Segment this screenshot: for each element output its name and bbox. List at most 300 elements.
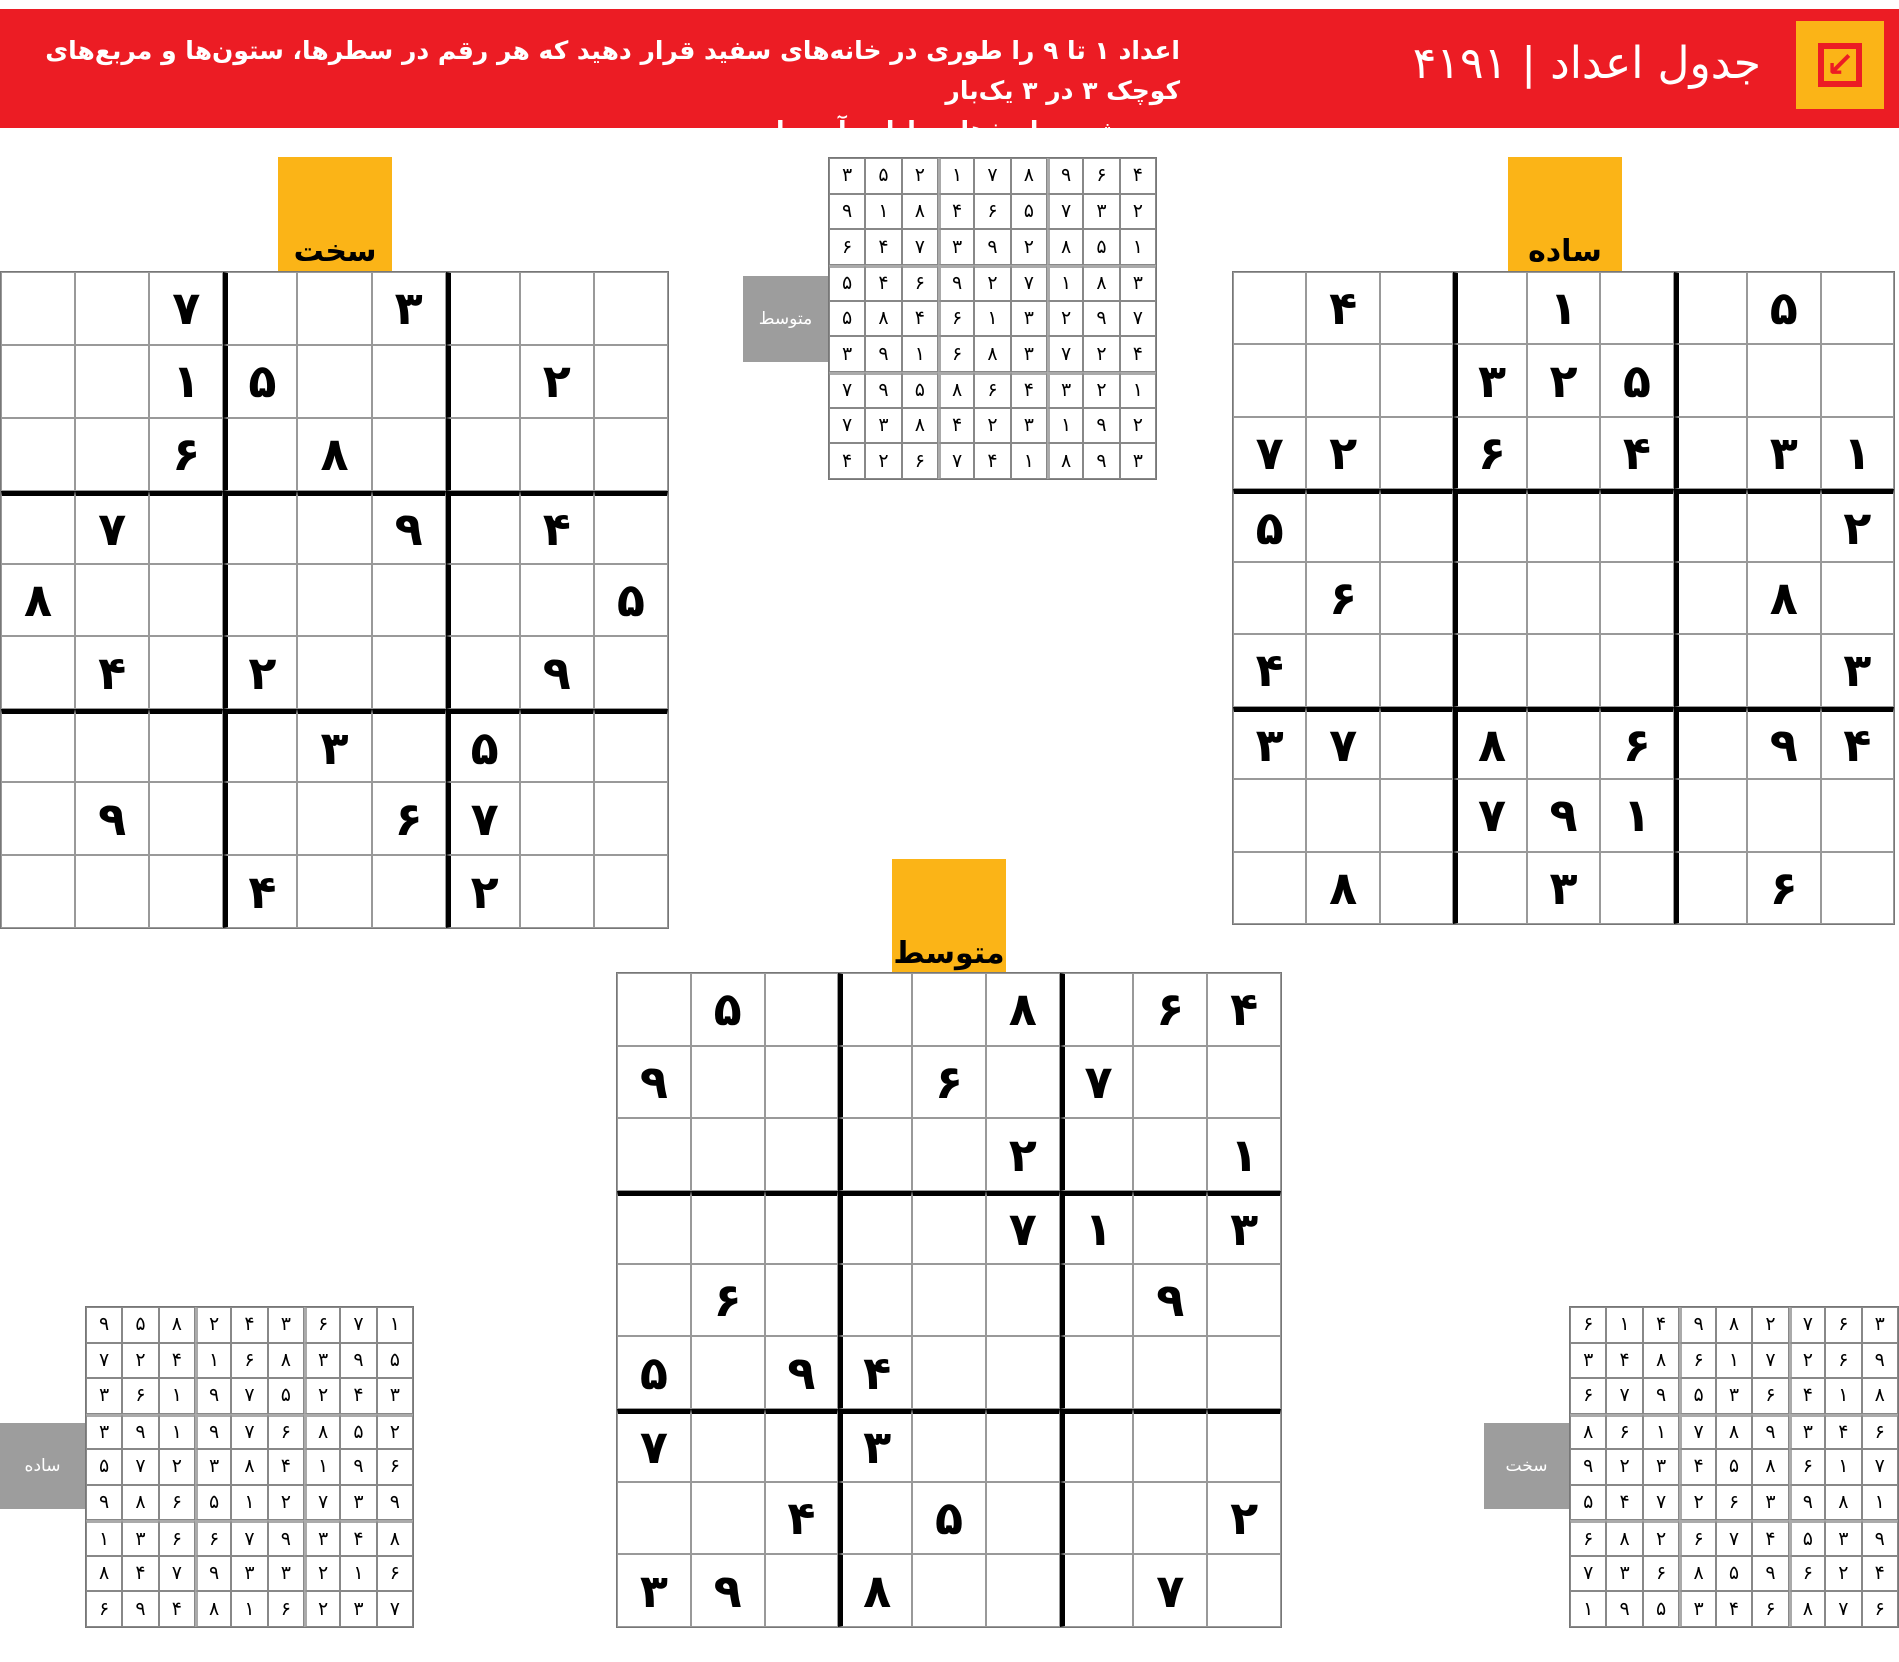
empty-cell[interactable] [1380, 707, 1453, 779]
empty-cell[interactable] [1380, 417, 1453, 489]
empty-cell[interactable] [1747, 489, 1820, 561]
empty-cell[interactable] [594, 345, 668, 418]
solution-cell: ۵ [1716, 1556, 1752, 1592]
solution-cell: ۶ [938, 336, 974, 372]
solution-cell: ۲ [1047, 301, 1083, 337]
solution-cell: ۴ [1011, 372, 1047, 408]
solution-cell: ۵ [86, 1449, 122, 1485]
empty-cell[interactable] [1306, 634, 1379, 706]
solution-cell: ۱ [1606, 1307, 1642, 1343]
solution-cell: ۹ [1789, 1485, 1825, 1521]
empty-cell[interactable] [1821, 344, 1894, 416]
empty-cell[interactable] [149, 491, 223, 564]
given-cell: ۴ [1306, 272, 1379, 344]
instructions [20, 31, 1180, 151]
empty-cell[interactable] [1527, 562, 1600, 634]
empty-cell[interactable] [520, 782, 594, 855]
empty-cell[interactable] [1380, 272, 1453, 344]
empty-cell[interactable] [691, 1191, 765, 1264]
solution-cell: ۵ [195, 1485, 231, 1521]
solution-cell: ۱ [86, 1520, 122, 1556]
empty-cell[interactable] [1207, 1046, 1281, 1119]
solution-cell: ۶ [974, 194, 1010, 230]
empty-cell[interactable] [1453, 489, 1526, 561]
empty-cell[interactable] [1133, 1482, 1207, 1555]
solution-cell: ۸ [1643, 1343, 1679, 1379]
empty-cell[interactable] [1233, 344, 1306, 416]
empty-cell[interactable] [520, 855, 594, 928]
empty-cell[interactable] [1, 709, 75, 782]
empty-cell[interactable] [372, 564, 446, 637]
empty-cell[interactable] [1233, 779, 1306, 851]
empty-cell[interactable] [1674, 707, 1747, 779]
empty-cell[interactable] [446, 418, 520, 491]
given-cell: ۴ [520, 491, 594, 564]
empty-cell[interactable] [1674, 489, 1747, 561]
empty-cell[interactable] [446, 564, 520, 637]
empty-cell[interactable] [297, 855, 371, 928]
solution-cell: ۸ [902, 194, 938, 230]
solution-easy-tag: ساده [0, 1423, 85, 1509]
solution-cell: ۳ [1011, 301, 1047, 337]
solution-cell: ۹ [377, 1485, 413, 1521]
empty-cell[interactable] [75, 345, 149, 418]
solution-cell: ۴ [865, 229, 901, 265]
empty-cell[interactable] [838, 1264, 912, 1337]
solution-cell: ۱ [1047, 265, 1083, 301]
given-cell: ۷ [1133, 1554, 1207, 1627]
solution-cell: ۶ [1716, 1485, 1752, 1521]
empty-cell[interactable] [617, 1264, 691, 1337]
empty-cell[interactable] [1233, 272, 1306, 344]
solution-cell: ۷ [1047, 336, 1083, 372]
solution-cell: ۷ [1716, 1520, 1752, 1556]
solution-cell: ۹ [195, 1556, 231, 1592]
empty-cell[interactable] [1600, 634, 1673, 706]
empty-cell[interactable] [297, 345, 371, 418]
empty-cell[interactable] [1380, 634, 1453, 706]
empty-cell[interactable] [372, 855, 446, 928]
empty-cell[interactable] [912, 973, 986, 1046]
solution-cell: ۹ [1862, 1343, 1898, 1379]
empty-cell[interactable] [617, 1191, 691, 1264]
solution-cell: ۸ [1752, 1449, 1788, 1485]
empty-cell[interactable] [372, 636, 446, 709]
solution-cell: ۳ [377, 1378, 413, 1414]
solution-cell: ۱ [1120, 229, 1156, 265]
empty-cell[interactable] [372, 418, 446, 491]
solution-cell: ۸ [938, 372, 974, 408]
empty-cell[interactable] [838, 973, 912, 1046]
solution-cell: ۸ [1679, 1556, 1715, 1592]
empty-cell[interactable] [223, 564, 297, 637]
solution-cell: ۴ [1120, 336, 1156, 372]
empty-cell[interactable] [691, 1409, 765, 1482]
solution-cell: ۶ [1083, 158, 1119, 194]
solution-cell: ۲ [1083, 336, 1119, 372]
solution-cell: ۲ [304, 1378, 340, 1414]
empty-cell[interactable] [1747, 634, 1820, 706]
empty-cell[interactable] [986, 1264, 1060, 1337]
empty-cell[interactable] [1133, 1046, 1207, 1119]
empty-cell[interactable] [912, 1409, 986, 1482]
solution-cell: ۴ [1679, 1449, 1715, 1485]
solution-cell: ۸ [377, 1520, 413, 1556]
solution-cell: ۳ [1606, 1556, 1642, 1592]
empty-cell[interactable] [1453, 634, 1526, 706]
empty-cell[interactable] [1821, 852, 1894, 924]
empty-cell[interactable] [520, 418, 594, 491]
solution-cell: ۹ [86, 1307, 122, 1343]
solution-cell: ۴ [1120, 158, 1156, 194]
empty-cell[interactable] [1, 855, 75, 928]
given-cell: ۷ [1060, 1046, 1134, 1119]
solution-cell: ۶ [1789, 1556, 1825, 1592]
empty-cell[interactable] [765, 1409, 839, 1482]
empty-cell[interactable] [986, 1482, 1060, 1555]
empty-cell[interactable] [1453, 852, 1526, 924]
empty-cell[interactable] [838, 1118, 912, 1191]
solution-cell: ۵ [1643, 1591, 1679, 1627]
empty-cell[interactable] [765, 1264, 839, 1337]
empty-cell[interactable] [1133, 1409, 1207, 1482]
empty-cell[interactable] [1133, 1336, 1207, 1409]
empty-cell[interactable] [1, 345, 75, 418]
solution-cell: ۸ [86, 1556, 122, 1592]
empty-cell[interactable] [594, 491, 668, 564]
title-separator: | [1521, 38, 1537, 89]
empty-cell[interactable] [372, 345, 446, 418]
empty-cell[interactable] [1, 491, 75, 564]
empty-cell[interactable] [1821, 779, 1894, 851]
empty-cell[interactable] [75, 709, 149, 782]
solution-cell: ۶ [159, 1485, 195, 1521]
empty-cell[interactable] [1060, 1118, 1134, 1191]
solution-cell: ۳ [1047, 372, 1083, 408]
given-cell: ۸ [1453, 707, 1526, 779]
given-cell: ۷ [1306, 707, 1379, 779]
empty-cell[interactable] [1, 782, 75, 855]
solution-cell: ۱ [938, 158, 974, 194]
solution-cell: ۷ [1679, 1414, 1715, 1450]
empty-cell[interactable] [765, 1554, 839, 1627]
solution-cell: ۲ [304, 1556, 340, 1592]
solution-easy-grid [85, 1306, 414, 1628]
solution-cell: ۸ [1862, 1378, 1898, 1414]
empty-cell[interactable] [1674, 272, 1747, 344]
solution-cell: ۹ [1752, 1556, 1788, 1592]
empty-cell[interactable] [149, 636, 223, 709]
empty-cell[interactable] [520, 272, 594, 345]
solution-cell: ۳ [865, 408, 901, 444]
empty-cell[interactable] [1380, 562, 1453, 634]
given-cell: ۶ [1600, 707, 1673, 779]
empty-cell[interactable] [1821, 562, 1894, 634]
empty-cell[interactable] [691, 1046, 765, 1119]
empty-cell[interactable] [691, 1482, 765, 1555]
solution-cell: ۲ [1643, 1520, 1679, 1556]
hard-label: سخت [278, 157, 392, 273]
empty-cell[interactable] [1060, 1336, 1134, 1409]
solution-cell: ۶ [1789, 1449, 1825, 1485]
empty-cell[interactable] [1527, 489, 1600, 561]
solution-cell: ۲ [974, 408, 1010, 444]
empty-cell[interactable] [1453, 562, 1526, 634]
solution-cell: ۶ [1752, 1378, 1788, 1414]
empty-cell[interactable] [149, 564, 223, 637]
solution-cell: ۹ [829, 194, 865, 230]
empty-cell[interactable] [1747, 779, 1820, 851]
solution-cell: ۳ [231, 1556, 267, 1592]
empty-cell[interactable] [1306, 489, 1379, 561]
empty-cell[interactable] [691, 1336, 765, 1409]
empty-cell[interactable] [75, 855, 149, 928]
instructions-line-2: دیده شود. پاسخ‌ها در ادامه آمده است. [715, 116, 1180, 145]
solution-cell: ۷ [231, 1414, 267, 1450]
medium-label: متوسط [892, 859, 1006, 975]
empty-cell[interactable] [1674, 852, 1747, 924]
solution-cell: ۳ [340, 1485, 376, 1521]
given-cell: ۲ [223, 636, 297, 709]
solution-cell: ۸ [304, 1414, 340, 1450]
empty-cell[interactable] [446, 636, 520, 709]
solution-cell: ۳ [1120, 443, 1156, 479]
empty-cell[interactable] [838, 1482, 912, 1555]
solution-cell: ۹ [1047, 158, 1083, 194]
empty-cell[interactable] [520, 709, 594, 782]
empty-cell[interactable] [1233, 562, 1306, 634]
solution-cell: ۴ [829, 443, 865, 479]
solution-cell: ۴ [1606, 1485, 1642, 1521]
solution-cell: ۷ [1120, 301, 1156, 337]
solution-cell: ۴ [938, 408, 974, 444]
solution-cell: ۷ [1862, 1449, 1898, 1485]
solution-cell: ۴ [159, 1343, 195, 1379]
solution-cell: ۸ [974, 336, 1010, 372]
solution-cell: ۵ [1570, 1485, 1606, 1521]
empty-cell[interactable] [912, 1554, 986, 1627]
given-cell: ۳ [1207, 1191, 1281, 1264]
given-cell: ۸ [1, 564, 75, 637]
empty-cell[interactable] [446, 272, 520, 345]
solution-cell: ۳ [829, 158, 865, 194]
empty-cell[interactable] [765, 1191, 839, 1264]
empty-cell[interactable] [1380, 344, 1453, 416]
empty-cell[interactable] [75, 564, 149, 637]
empty-cell[interactable] [149, 855, 223, 928]
empty-cell[interactable] [1306, 779, 1379, 851]
solution-cell: ۷ [1825, 1591, 1861, 1627]
solution-cell: ۶ [1679, 1343, 1715, 1379]
empty-cell[interactable] [986, 1046, 1060, 1119]
empty-cell[interactable] [594, 418, 668, 491]
empty-cell[interactable] [1233, 852, 1306, 924]
empty-cell[interactable] [765, 973, 839, 1046]
solution-cell: ۶ [1570, 1378, 1606, 1414]
empty-cell[interactable] [297, 272, 371, 345]
solution-cell: ۸ [1825, 1485, 1861, 1521]
empty-cell[interactable] [912, 1191, 986, 1264]
solution-cell: ۳ [304, 1343, 340, 1379]
solution-cell: ۶ [1825, 1307, 1861, 1343]
empty-cell[interactable] [1133, 1118, 1207, 1191]
given-cell: ۱ [1821, 417, 1894, 489]
empty-cell[interactable] [297, 564, 371, 637]
empty-cell[interactable] [912, 1336, 986, 1409]
given-cell: ۲ [986, 1118, 1060, 1191]
empty-cell[interactable] [838, 1191, 912, 1264]
solution-cell: ۳ [122, 1520, 158, 1556]
empty-cell[interactable] [297, 636, 371, 709]
given-cell: ۲ [520, 345, 594, 418]
empty-cell[interactable] [223, 782, 297, 855]
solution-cell: ۲ [1789, 1343, 1825, 1379]
solution-cell: ۸ [1716, 1414, 1752, 1450]
empty-cell[interactable] [617, 1118, 691, 1191]
solution-cell: ۴ [1752, 1520, 1788, 1556]
solution-cell: ۳ [1789, 1414, 1825, 1450]
solution-cell: ۵ [829, 265, 865, 301]
empty-cell[interactable] [1674, 344, 1747, 416]
empty-cell[interactable] [297, 782, 371, 855]
empty-cell[interactable] [1, 272, 75, 345]
empty-cell[interactable] [149, 782, 223, 855]
empty-cell[interactable] [594, 636, 668, 709]
given-cell: ۹ [765, 1336, 839, 1409]
empty-cell[interactable] [617, 1482, 691, 1555]
solution-cell: ۲ [1825, 1556, 1861, 1592]
empty-cell[interactable] [1133, 1191, 1207, 1264]
empty-cell[interactable] [223, 418, 297, 491]
solution-cell: ۴ [974, 443, 1010, 479]
solution-cell: ۷ [1011, 265, 1047, 301]
empty-cell[interactable] [1380, 852, 1453, 924]
empty-cell[interactable] [986, 1409, 1060, 1482]
empty-cell[interactable] [1747, 344, 1820, 416]
empty-cell[interactable] [1527, 634, 1600, 706]
empty-cell[interactable] [1674, 634, 1747, 706]
empty-cell[interactable] [1527, 707, 1600, 779]
empty-cell[interactable] [1207, 1554, 1281, 1627]
empty-cell[interactable] [372, 709, 446, 782]
solution-cell: ۳ [86, 1414, 122, 1450]
empty-cell[interactable] [1674, 779, 1747, 851]
solution-cell: ۷ [938, 443, 974, 479]
empty-cell[interactable] [594, 272, 668, 345]
empty-cell[interactable] [1380, 489, 1453, 561]
empty-cell[interactable] [1600, 852, 1673, 924]
solution-cell: ۶ [902, 265, 938, 301]
empty-cell[interactable] [1380, 779, 1453, 851]
empty-cell[interactable] [1207, 1264, 1281, 1337]
empty-cell[interactable] [1600, 489, 1673, 561]
solution-cell: ۶ [195, 1520, 231, 1556]
empty-cell[interactable] [1600, 272, 1673, 344]
empty-cell[interactable] [691, 1118, 765, 1191]
given-cell: ۲ [1306, 417, 1379, 489]
empty-cell[interactable] [986, 1554, 1060, 1627]
solution-cell: ۴ [159, 1591, 195, 1627]
empty-cell[interactable] [520, 564, 594, 637]
empty-cell[interactable] [1527, 417, 1600, 489]
empty-cell[interactable] [765, 1118, 839, 1191]
empty-cell[interactable] [1060, 1409, 1134, 1482]
solution-cell: ۷ [159, 1556, 195, 1592]
empty-cell[interactable] [594, 782, 668, 855]
solution-cell: ۲ [865, 443, 901, 479]
given-cell: ۳ [1233, 707, 1306, 779]
solution-cell: ۳ [1120, 265, 1156, 301]
empty-cell[interactable] [1207, 1409, 1281, 1482]
solution-cell: ۵ [122, 1307, 158, 1343]
header-banner [0, 9, 1899, 145]
given-cell: ۶ [1453, 417, 1526, 489]
empty-cell[interactable] [1207, 1336, 1281, 1409]
solution-cell: ۲ [195, 1307, 231, 1343]
empty-cell[interactable] [594, 855, 668, 928]
empty-cell[interactable] [1060, 1554, 1134, 1627]
empty-cell[interactable] [912, 1118, 986, 1191]
solution-cell: ۱ [1716, 1343, 1752, 1379]
empty-cell[interactable] [1821, 272, 1894, 344]
solution-cell: ۴ [231, 1307, 267, 1343]
empty-cell[interactable] [223, 272, 297, 345]
empty-cell[interactable] [838, 1046, 912, 1119]
empty-cell[interactable] [1306, 344, 1379, 416]
empty-cell[interactable] [1060, 973, 1134, 1046]
solution-cell: ۵ [829, 301, 865, 337]
empty-cell[interactable] [223, 491, 297, 564]
empty-cell[interactable] [1, 418, 75, 491]
empty-cell[interactable] [149, 709, 223, 782]
solution-cell: ۵ [902, 372, 938, 408]
given-cell: ۷ [149, 272, 223, 345]
empty-cell[interactable] [1674, 417, 1747, 489]
given-cell: ۸ [838, 1554, 912, 1627]
solution-cell: ۲ [377, 1414, 413, 1450]
empty-cell[interactable] [912, 1264, 986, 1337]
given-cell: ۴ [838, 1336, 912, 1409]
empty-cell[interactable] [594, 709, 668, 782]
empty-cell[interactable] [1060, 1482, 1134, 1555]
empty-cell[interactable] [1, 636, 75, 709]
given-cell: ۵ [594, 564, 668, 637]
solution-cell: ۱ [195, 1343, 231, 1379]
empty-cell[interactable] [297, 491, 371, 564]
empty-cell[interactable] [75, 272, 149, 345]
empty-cell[interactable] [446, 345, 520, 418]
solution-cell: ۱ [1825, 1378, 1861, 1414]
empty-cell[interactable] [1600, 562, 1673, 634]
empty-cell[interactable] [1674, 562, 1747, 634]
empty-cell[interactable] [765, 1046, 839, 1119]
solution-cell: ۵ [268, 1378, 304, 1414]
empty-cell[interactable] [1453, 272, 1526, 344]
empty-cell[interactable] [75, 418, 149, 491]
empty-cell[interactable] [223, 709, 297, 782]
solution-cell: ۷ [1606, 1378, 1642, 1414]
empty-cell[interactable] [986, 1336, 1060, 1409]
solution-cell: ۲ [1083, 372, 1119, 408]
solution-medium-tag: متوسط [743, 276, 828, 362]
solution-cell: ۲ [1120, 408, 1156, 444]
empty-cell[interactable] [1060, 1264, 1134, 1337]
empty-cell[interactable] [617, 973, 691, 1046]
solution-cell: ۳ [1011, 408, 1047, 444]
empty-cell[interactable] [446, 491, 520, 564]
solution-cell: ۹ [268, 1520, 304, 1556]
title-text: جدول اعداد [1550, 38, 1761, 89]
